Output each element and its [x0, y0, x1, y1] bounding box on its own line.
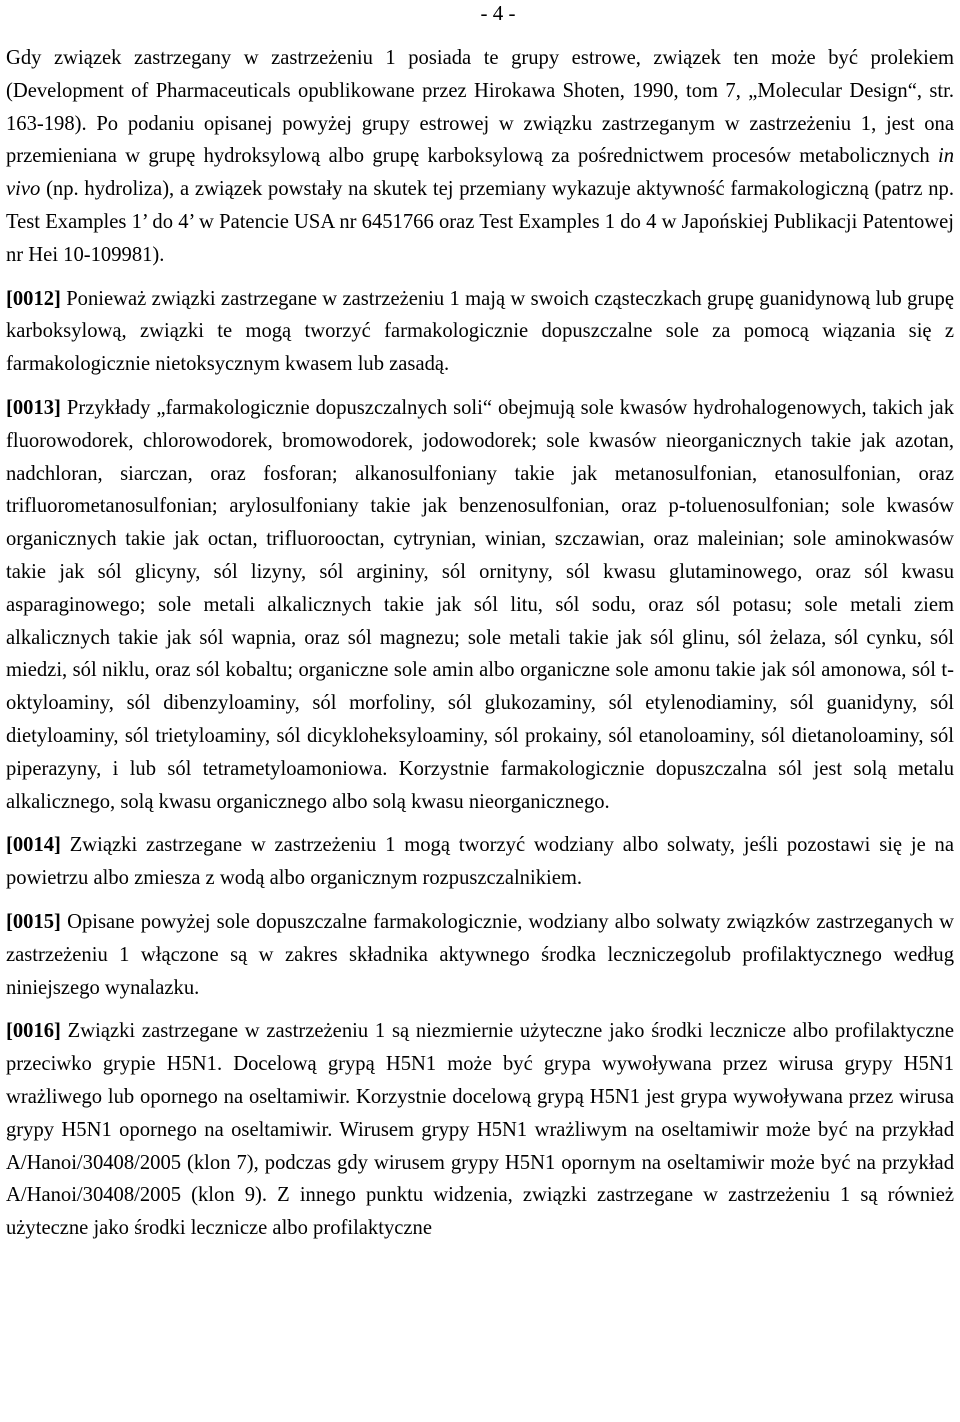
paragraph-0013 [6, 392, 954, 818]
paragraph-0015 [6, 906, 954, 1004]
paragraph-text: Związki zastrzegane w zastrzeżeniu 1 mogą tworzyć wodziany albo solwaty, jeśli pozostawi się je na powietrzu albo zmiesza z wodą albo organicznym rozpuszczalnikiem. [6, 834, 954, 890]
paragraph-number: [0016] [6, 1020, 61, 1043]
paragraph-0016 [6, 1015, 954, 1245]
paragraph-number: [0014] [6, 834, 61, 857]
paragraph-number: [0015] [6, 910, 61, 933]
paragraph-number: [0012] [6, 287, 61, 310]
paragraph-number: [0013] [6, 396, 61, 419]
paragraph-text: Przykłady „farmakologicznie dopuszczalnych soli“ obejmują sole kwasów hydrohalogenowych, takich jak fluorowodorek, chlorowodorek, bromowodorek, jodowodorek; sole kwasów nieorganicznych takie jak azotan, nadchloran, siarczan, oraz fosforan; alkanosulfoniany takie jak metanosulfonian, etanosulfonian, oraz trifluorometanosulfonian; arylosulfoniany takie jak benzenosulfonian, oraz p-toluenosulfonian; sole kwasów organicznych takie jak octan, trifluorooctan, cytrynian, winian, szczawian, oraz maleinian; sole aminokwasów takie jak sól glicyny, sól lizyny, sól argininy, sól ornityny, sól kwasu glutaminowego, oraz sól kwasu asparaginowego; sole metali alkalicznych takie jak sól litu, sól sodu, oraz sól potasu; sole metali ziem alkalicznych takie jak sól wapnia, oraz sól magnezu; sole metali takie jak sól glinu, sól żelaza, sól cynku, sól miedzi, sól niklu, oraz sól kobaltu; organiczne sole amin albo organiczne sole amonu takie jak sól amonowa, sól t-oktyloaminy, sól dibenzyloaminy, sól morfoliny, sól glukozaminy, sól etylenodiaminy, sól guanidyny, sól dietyloaminy, sól trietyloaminy, sól dicykloheksyloaminy, sól prokainy, sól etanoloaminy, sól dietanoloaminy, sól piperazyny, i lub sól tetrametyloamoniowa. Korzystnie farmakologicznie dopuszczalna sól jest solą metalu alkalicznego, solą kwasu organicznego albo solą kwasu nieorganicznego. [6, 396, 954, 813]
paragraph-text: Związki zastrzegane w zastrzeżeniu 1 są niezmiernie użyteczne jako środki lecznicze albo profilaktyczne przeciwko grypie H5N1. Docelową grypą H5N1 może być grypa wywoływana przez wirusa grypy H5N1 wrażliwego lub opornego na oseltamiwir. Korzystnie docelową grypą H5N1 jest grypa wywoływana przez wirusa grypy H5N1 opornego na oseltamiwir. Wirusem grypy H5N1 wrażliwym na oseltamiwir może być na przykład A/Hanoi/30408/2005 (klon 7), podczas gdy wirusem grypy H5N1 opornym na oseltamiwir może być na przykład A/Hanoi/30408/2005 (klon 9). Z innego punktu widzenia, związki zastrzegane w zastrzeżeniu 1 są również użyteczne jako środki lecznicze albo profilaktyczne [6, 1020, 954, 1240]
paragraph-text: Opisane powyżej sole dopuszczalne farmakologicznie, wodziany albo solwaty związków zastrzeganych w zastrzeżeniu 1 włączone są w zakres składnika aktywnego środka leczniczegolub profilaktycznego według niniejszego wynalazku. [6, 910, 954, 999]
italic-term: in vivo [6, 145, 954, 201]
page-number: - 4 - [480, 1, 516, 25]
paragraph-0012 [6, 283, 954, 381]
paragraph-text: (np. hydroliza), a związek powstały na skutek tej przemiany wykazuje aktywność farmakologiczną (patrz np. Test Examples 1’ do 4’ w Patencie USA nr 6451766 oraz Test Examples 1 do 4 w Japońskiej Publikacji Patentowej nr Hei 10-109981). [6, 178, 954, 266]
paragraph-0014 [6, 829, 954, 895]
paragraph-text: Gdy związek zastrzegany w zastrzeżeniu 1 posiada te grupy estrowe, związek ten może być prolekiem (Development of Pharmaceuticals opublikowane przez Hirokawa Shoten, 1990, tom 7, „Molecular Design“, str. 163-198). Po podaniu opisanej powyżej grupy estrowej w związku zastrzeganym w zastrzeżeniu 1, jest ona przemieniana w grupę hydroksylową albo grupę karboksylową za pośrednictwem procesów metabolicznych [6, 47, 954, 168]
paragraph-text: Ponieważ związki zastrzegane w zastrzeżeniu 1 mają w swoich cząsteczkach grupę guanidynową lub grupę karboksylową, związki te mogą tworzyć farmakologicznie dopuszczalne sole za pomocą wiązania się z farmakologicznie nietoksycznym kwasem lub zasadą. [6, 287, 954, 376]
document-body [6, 42, 954, 1256]
paragraph-intro [6, 42, 954, 272]
